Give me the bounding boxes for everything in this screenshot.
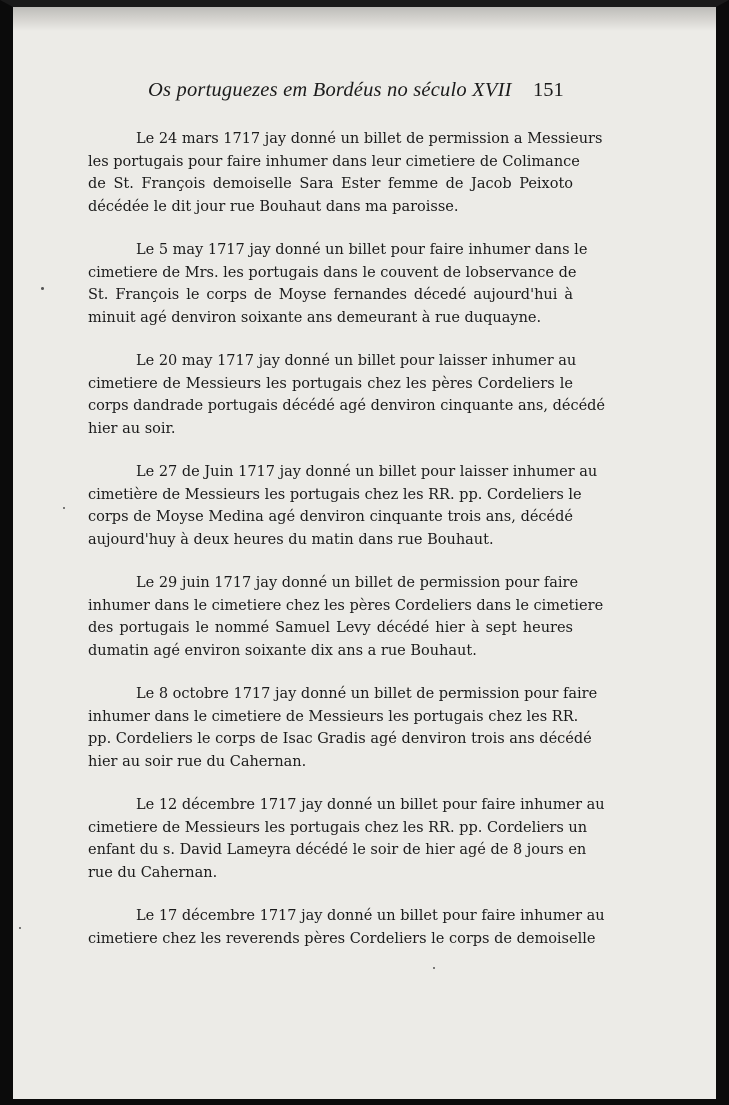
- text-line: Le 29 juin 1717 jay donné un billet de permission pour faire: [136, 575, 579, 591]
- text-line: aujourd'huy à deux heures du matin dans rue Bouhaut.: [88, 532, 494, 549]
- entry-paragraph: [88, 572, 604, 663]
- paper-speck: [63, 507, 65, 509]
- entry-paragraph: [88, 683, 598, 774]
- text-line: des portugais le nommé Samuel Levy décédé hier à sept heures: [88, 620, 573, 637]
- text-line: les portugais pour faire inhumer dans leur cimetiere de Colimance: [88, 153, 580, 170]
- text-line: Le 12 décembre 1717 jay donné un billet pour faire inhumer au: [136, 797, 605, 813]
- entry-paragraph: [88, 350, 606, 441]
- text-line: Le 27 de Juin 1717 jay donné un billet pour laisser inhumer au: [136, 464, 598, 480]
- text-line: dumatin agé environ soixante dix ans a rue Bouhaut.: [88, 643, 477, 660]
- paper-speck: [19, 927, 21, 929]
- text-line: Le 20 may 1717 jay donné un billet pour laisser inhumer au: [136, 353, 577, 369]
- text-line: hier au soir.: [88, 421, 176, 438]
- text-line: décédée le dit jour rue Bouhaut dans ma paroisse.: [88, 199, 459, 216]
- running-title: Os portuguezes em Bordéus no século XVII: [148, 79, 512, 101]
- text-line: St. François le corps de Moyse fernandes décedé aujourd'hui à: [88, 287, 573, 304]
- text-line: de St. François demoiselle Sara Ester femme de Jacob Peixoto: [88, 176, 573, 193]
- text-line: Le 8 octobre 1717 jay donné un billet de permission pour faire: [136, 686, 598, 702]
- text-line: cimetiere chez les reverends pères Cordeliers le corps de demoiselle: [88, 930, 596, 947]
- text-line: hier au soir rue du Cahernan.: [88, 754, 307, 771]
- paper-speck: [41, 287, 44, 290]
- text-line: pp. Cordeliers le corps de Isac Gradis agé denviron trois ans décédé: [88, 731, 592, 748]
- entry-paragraph: [88, 905, 605, 950]
- page-number: 151: [533, 79, 564, 101]
- paper-speck: [433, 967, 435, 969]
- text-line: corps de Moyse Medina agé denviron cinquante trois ans, décédé: [88, 509, 573, 526]
- text-line: enfant du s. David Lameyra décédé le soir de hier agé de 8 jours en: [88, 842, 587, 859]
- text-line: cimetiere de Mrs. les portugais dans le couvent de lobservance de: [88, 264, 577, 281]
- text-line: inhumer dans le cimetiere chez les pères Cordeliers dans le cimetiere: [88, 597, 604, 614]
- text-line: corps dandrade portugais décédé agé denviron cinquante ans, décédé: [88, 398, 606, 415]
- text-line: Le 17 décembre 1717 jay donné un billet pour faire inhumer au: [136, 908, 605, 924]
- entry-paragraph: [88, 128, 603, 219]
- entry-paragraph: [88, 794, 605, 885]
- text-line: cimetiere de Messieurs les portugais chez les pères Cordeliers le: [88, 375, 573, 392]
- text-line: cimetière de Messieurs les portugais chez les RR. pp. Cordeliers le: [88, 486, 582, 503]
- text-line: Le 24 mars 1717 jay donné un billet de permission a Messieurs: [136, 131, 603, 147]
- text-line: rue du Cahernan.: [88, 865, 218, 882]
- entry-paragraph: [88, 239, 588, 330]
- text-line: cimetiere de Messieurs les portugais chez les RR. pp. Cordeliers un: [88, 819, 588, 836]
- text-line: Le 5 may 1717 jay donné un billet pour faire inhumer dans le: [136, 242, 588, 258]
- text-line: minuit agé denviron soixante ans demeurant à rue duquayne.: [88, 310, 542, 327]
- text-line: inhumer dans le cimetiere de Messieurs les portugais chez les RR.: [88, 708, 579, 725]
- entry-paragraph: [88, 461, 598, 552]
